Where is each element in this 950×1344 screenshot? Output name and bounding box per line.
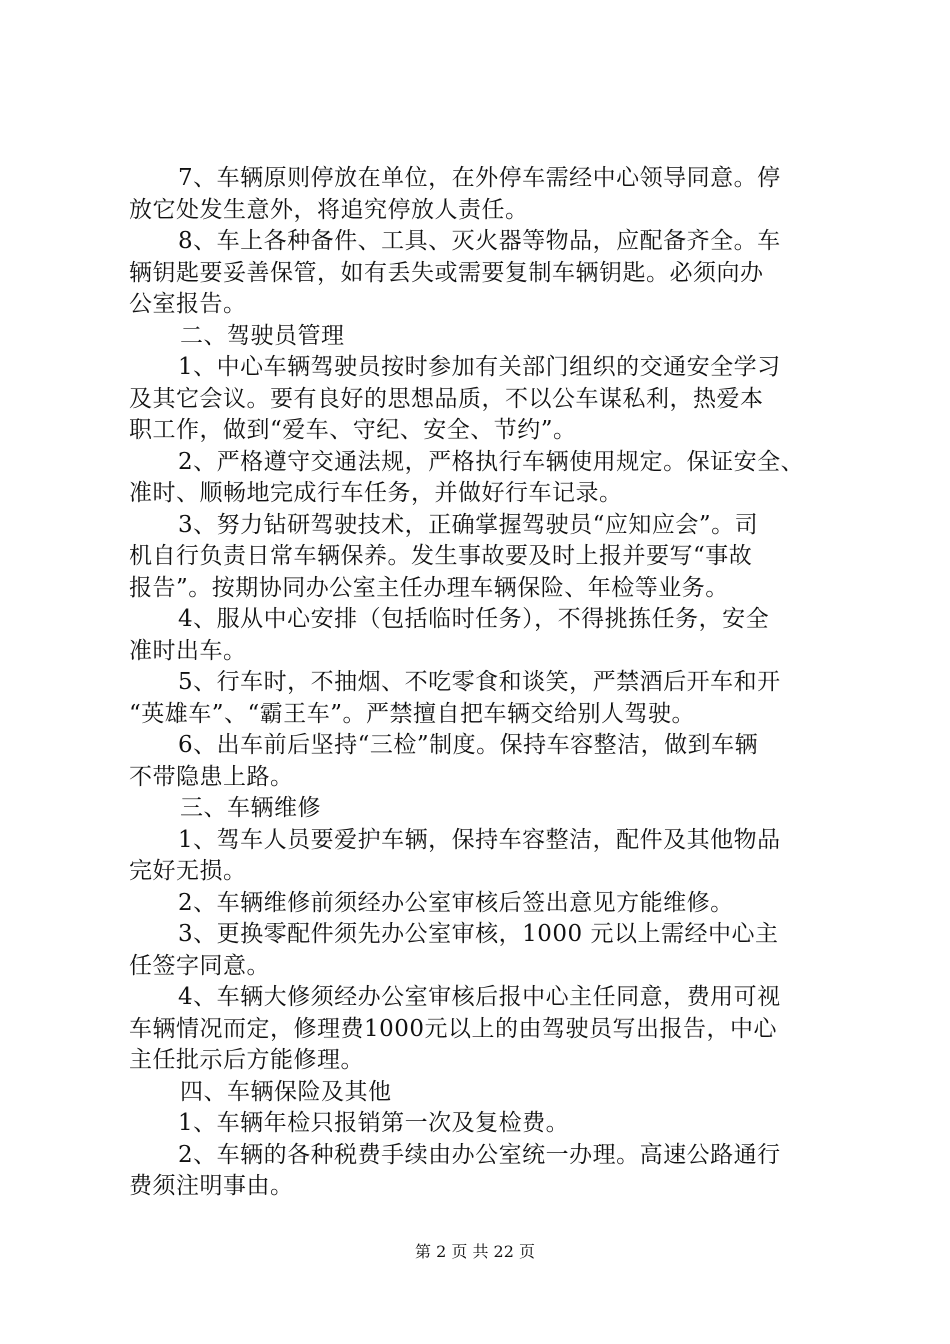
paragraph-line: 2、严格遵守交通法规，严格执行车辆使用规定。保证安全、 [178, 448, 805, 475]
paragraph-line: 3、努力钻研驾驶技术，正确掌握驾驶员“应知应会”。司 [178, 511, 759, 538]
paragraph-line: 费须注明事由。 [129, 1173, 294, 1199]
paragraph-line: 2、车辆维修前须经办公室审核后签出意见方能维修。 [178, 889, 734, 916]
paragraph-line: 不带隐患上路。 [129, 763, 294, 790]
paragraph-line: 8、车上各种备件、工具、灭火器等物品，应配备齐全。车 [178, 228, 781, 254]
paragraph-line: 车辆情况而定，修理费1000元以上的由驾驶员写出报告，中心 [129, 1015, 778, 1042]
document-body [0, 163, 950, 1203]
section-heading: 四、车辆保险及其他 [180, 1078, 392, 1105]
paragraph-line: 报告”。按期协同办公室主任办理车辆保险、年检等业务。 [129, 574, 729, 601]
paragraph-line: 4、车辆大修须经办公室审核后报中心主任同意，费用可视 [178, 984, 781, 1010]
paragraph-line: 2、车辆的各种税费手续由办公室统一办理。高速公路通行 [178, 1141, 781, 1168]
paragraph-line: 任签字同意。 [129, 952, 270, 979]
paragraph-line: 公室报告。 [129, 291, 247, 317]
paragraph-line: 完好无损。 [129, 858, 247, 884]
paragraph-line: 主任批示后方能修理。 [129, 1047, 364, 1073]
paragraph-line: 辆钥匙要妥善保管，如有丢失或需要复制车辆钥匙。必须向办 [129, 259, 764, 286]
paragraph-line: 机自行负责日常车辆保养。发生事故要及时上报并要写“事故 [129, 543, 753, 569]
paragraph-line: 7、车辆原则停放在单位，在外停车需经中心领导同意。停 [178, 165, 781, 191]
paragraph-line: 1、车辆年检只报销第一次及复检费。 [178, 1110, 570, 1136]
paragraph-line: 准时、顺畅地完成行车任务，并做好行车记录。 [129, 480, 623, 506]
paragraph-line: 及其它会议。要有良好的思想品质，不以公车谋私利，热爱本 [129, 385, 764, 412]
paragraph-line: 3、更换零配件须先办公室审核，1000 元以上需经中心主 [178, 921, 779, 947]
paragraph-line: “英雄车”、“霸王车”。严禁擅自把车辆交给别人驾驶。 [129, 700, 696, 727]
paragraph-line: 放它处发生意外，将追究停放人责任。 [129, 196, 529, 223]
section-heading: 三、车辆维修 [180, 795, 321, 821]
page-indicator: 第 2 页 共 22 页 [415, 1242, 535, 1261]
section-heading: 二、驾驶员管理 [180, 322, 345, 349]
paragraph-line: 4、服从中心安排（包括临时任务），不得挑拣任务，安全 [178, 606, 770, 632]
paragraph-line: 1、中心车辆驾驶员按时参加有关部门组织的交通安全学习 [178, 354, 781, 380]
paragraph-line: 准时出车。 [129, 637, 247, 664]
paragraph-line: 5、行车时，不抽烟、不吃零食和谈笑，严禁酒后开车和开 [178, 669, 781, 695]
paragraph-line: 1、驾车人员要爱护车辆，保持车容整洁，配件及其他物品 [178, 826, 781, 853]
paragraph-line: 6、出车前后坚持“三检”制度。保持车容整洁，做到车辆 [178, 732, 759, 758]
paragraph-line: 职工作，做到“爱车、守纪、安全、节约”。 [129, 417, 577, 443]
page-footer [0, 1242, 950, 1262]
